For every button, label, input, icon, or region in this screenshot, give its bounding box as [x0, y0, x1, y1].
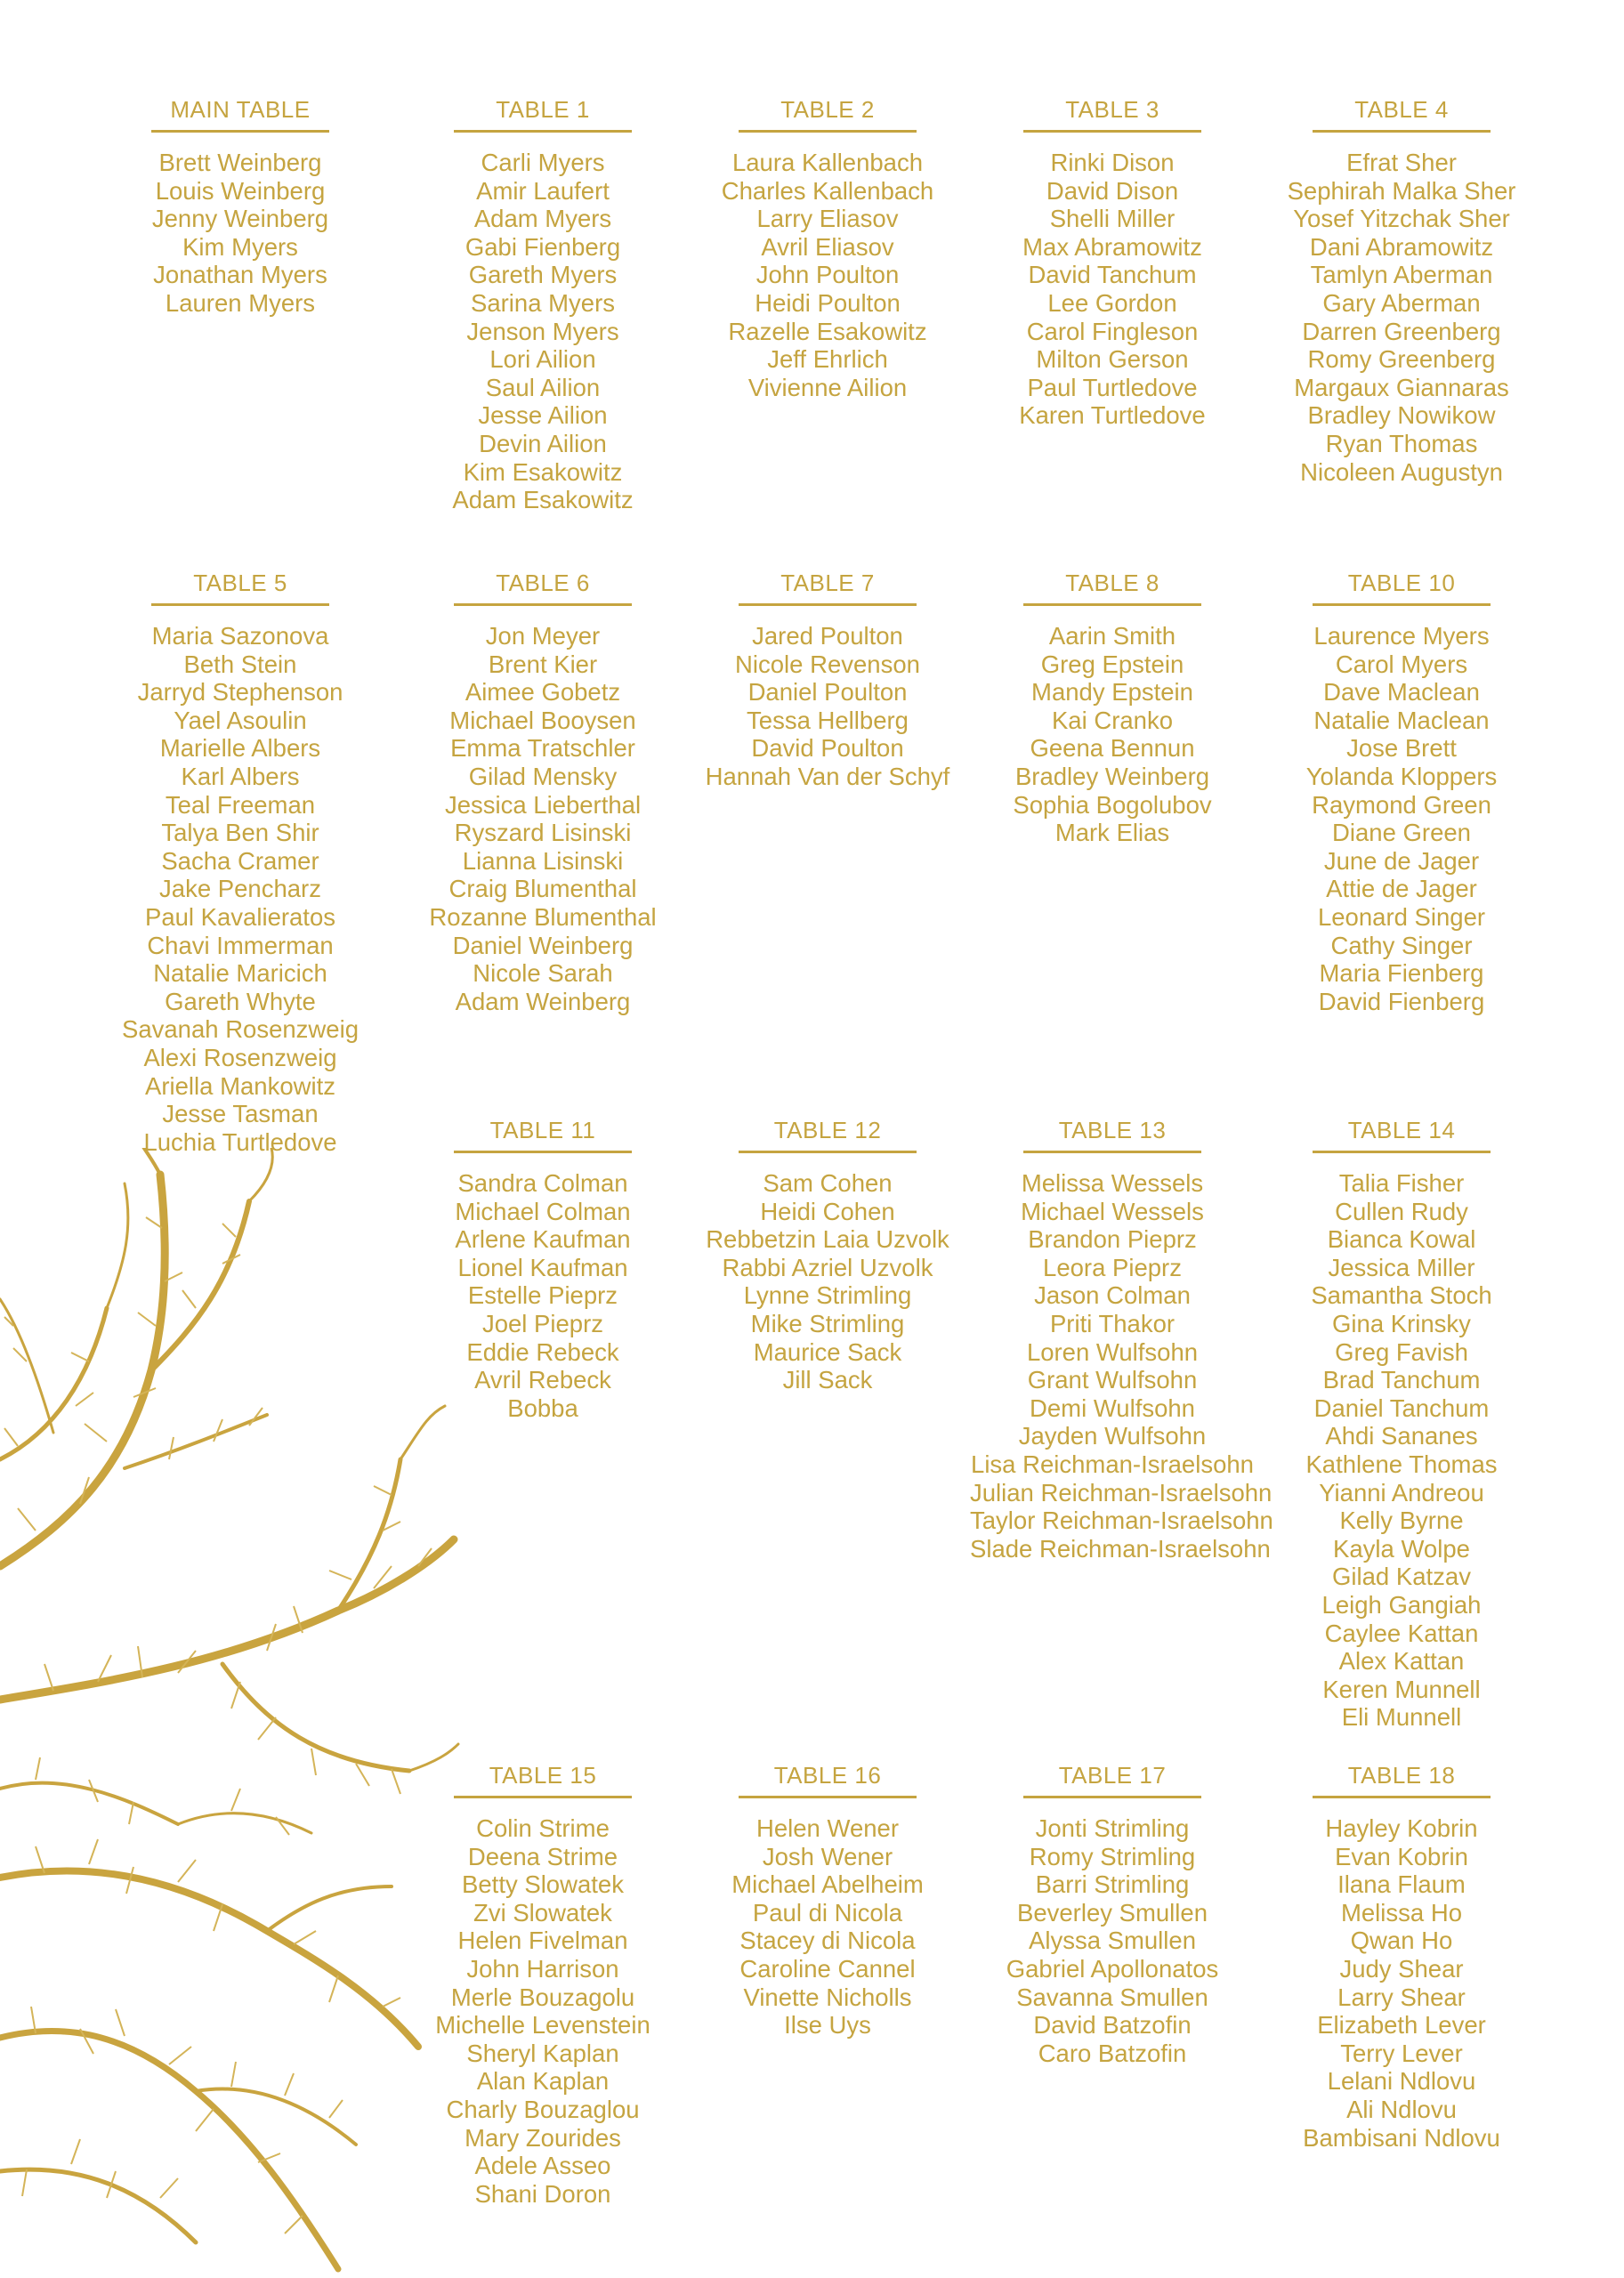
guest-name: Ryan Thomas — [1325, 429, 1478, 457]
guest-name: Jarryd Stephenson — [137, 678, 343, 707]
table-heading: TABLE 11 — [454, 1117, 632, 1153]
guest-name: Maria Fienberg — [1319, 959, 1484, 988]
guest-name: Merle Bouzagolu — [450, 1983, 635, 2011]
guest-name: Shani Doron — [474, 2179, 611, 2208]
guest-name: Gina Krinsky — [1332, 1309, 1471, 1337]
guest-name: Daniel Tanchum — [1313, 1393, 1490, 1422]
guest-name: Lauren Myers — [165, 288, 316, 317]
table-18-section — [1259, 1762, 1544, 2152]
table-heading: TABLE 7 — [739, 570, 917, 606]
guest-name: Alexi Rosenzweig — [143, 1043, 337, 1071]
table-heading: TABLE 13 — [1023, 1117, 1201, 1153]
guest-name: Brent Kier — [488, 650, 598, 678]
guest-name: Jon Meyer — [485, 622, 601, 650]
guest-name: Craig Blumenthal — [448, 875, 637, 903]
guest-name: Adam Myers — [473, 205, 612, 233]
guest-list — [970, 149, 1255, 430]
table-1-section — [400, 96, 685, 514]
guest-name: John Poulton — [755, 261, 900, 289]
guest-list — [970, 1169, 1273, 1563]
guest-name: Eddie Rebeck — [466, 1337, 619, 1366]
guest-name: Michelle Levenstein — [435, 2011, 650, 2040]
guest-name: Sacha Cramer — [161, 846, 319, 875]
guest-name: Marielle Albers — [159, 734, 321, 763]
guest-name: Adele Asseo — [474, 2152, 611, 2180]
guest-name: Beth Stein — [183, 650, 297, 678]
guest-name: Karen Turtledove — [1019, 401, 1206, 430]
guest-name: Romy Strimling — [1029, 1842, 1196, 1870]
guest-name: Brad Tanchum — [1322, 1366, 1481, 1394]
guest-name: Cathy Singer — [1330, 931, 1473, 959]
guest-name: Teal Freeman — [165, 790, 316, 819]
guest-name: Alex Kattan — [1338, 1647, 1465, 1676]
guest-name: Helen Fivelman — [457, 1927, 628, 1955]
guest-name: Michael Abelheim — [731, 1870, 924, 1899]
guest-name: Brett Weinberg — [158, 149, 322, 176]
guest-name: Loren Wulfsohn — [1026, 1337, 1199, 1366]
guest-name: Lynne Strimling — [743, 1281, 912, 1310]
guest-name: Josh Wener — [762, 1842, 893, 1870]
guest-name: Yosef Yitzchak Sher — [1293, 205, 1510, 233]
guest-name: Jeff Ehrlich — [767, 345, 888, 374]
table-heading: TABLE 16 — [739, 1762, 917, 1798]
guest-list — [1259, 1814, 1544, 2152]
guest-list — [1259, 149, 1544, 486]
guest-name: Gilad Katzav — [1332, 1563, 1471, 1591]
guest-name: Kim Myers — [182, 232, 298, 261]
guest-name: Avril Eliasov — [761, 232, 894, 261]
guest-name: Natalie Maricich — [153, 959, 327, 988]
guest-name: Yael Asoulin — [174, 706, 307, 734]
guest-name: Yolanda Kloppers — [1305, 762, 1498, 790]
table-17-section — [970, 1762, 1255, 2067]
table-3-section — [970, 96, 1255, 430]
guest-name: Jenny Weinberg — [151, 205, 329, 233]
guest-name: Nicoleen Augustyn — [1300, 457, 1503, 486]
guest-name: Jessica Miller — [1328, 1253, 1475, 1281]
guest-name: Karl Albers — [181, 762, 300, 790]
guest-name: Nicole Revenson — [735, 650, 920, 678]
guest-name: Sheryl Kaplan — [466, 2039, 619, 2067]
guest-list — [1259, 1169, 1544, 1732]
guest-list — [400, 622, 685, 1015]
guest-name: Larry Shear — [1337, 1983, 1466, 2011]
gold-branch-illustration — [0, 1148, 463, 2278]
guest-name: Greg Epstein — [1040, 650, 1184, 678]
guest-name: Dani Abramowitz — [1309, 232, 1494, 261]
guest-name: Brandon Pieprz — [1028, 1225, 1197, 1254]
guest-name: Helen Wener — [756, 1814, 899, 1842]
guest-name: David Fienberg — [1318, 987, 1485, 1015]
guest-name: Kayla Wolpe — [1333, 1534, 1470, 1563]
guest-name: Paul Kavalieratos — [144, 902, 335, 931]
guest-name: Sephirah Malka Sher — [1287, 176, 1516, 205]
guest-name: Jayden Wulfsohn — [1018, 1422, 1207, 1450]
guest-name: Gabi Fienberg — [465, 232, 621, 261]
guest-name: Milton Gerson — [1036, 345, 1189, 374]
guest-name: Cullen Rudy — [1335, 1197, 1468, 1225]
guest-list — [685, 1814, 970, 2040]
guest-name: Shelli Miller — [1049, 205, 1176, 233]
guest-name: Judy Shear — [1339, 1954, 1464, 1983]
guest-name: Lisa Reichman-Israelsohn — [971, 1450, 1254, 1478]
guest-name: Jenson Myers — [466, 317, 619, 345]
table-12-section — [685, 1117, 970, 1394]
guest-name: Larry Eliasov — [756, 205, 899, 233]
guest-list — [1259, 622, 1544, 1015]
guest-name: Grant Wulfsohn — [1027, 1366, 1198, 1394]
table-heading: MAIN TABLE — [151, 96, 329, 133]
guest-name: Bradley Weinberg — [1014, 762, 1210, 790]
guest-name: Savanna Smullen — [1016, 1983, 1208, 2011]
table-8-section — [970, 570, 1255, 847]
guest-name: Kim Esakowitz — [463, 457, 623, 486]
guest-name: Betty Slowatek — [462, 1870, 624, 1899]
table-11-section — [400, 1117, 685, 1422]
guest-name: Paul di Nicola — [752, 1898, 903, 1927]
guest-name: Ali Ndlovu — [1346, 2095, 1457, 2123]
guest-name: David Dison — [1046, 176, 1179, 205]
guest-list — [970, 1814, 1255, 2067]
guest-name: Hannah Van der Schyf — [705, 762, 950, 790]
table-6-section — [400, 570, 685, 1015]
guest-name: Estelle Pieprz — [467, 1281, 618, 1310]
guest-name: Laura Kallenbach — [731, 149, 924, 176]
table-heading: TABLE 5 — [151, 570, 329, 606]
guest-name: Hayley Kobrin — [1325, 1814, 1478, 1842]
guest-name: Efrat Sher — [1346, 149, 1457, 176]
table-heading: TABLE 12 — [739, 1117, 917, 1153]
guest-name: Leora Pieprz — [1043, 1253, 1182, 1281]
guest-name: Lionel Kaufman — [457, 1253, 628, 1281]
guest-name: Michael Wessels — [1021, 1197, 1204, 1225]
guest-name: Jesse Ailion — [478, 401, 608, 430]
guest-name: Bradley Nowikow — [1307, 401, 1496, 430]
guest-name: Jonti Strimling — [1035, 1814, 1190, 1842]
main-table-section — [98, 96, 383, 318]
table-4-section — [1259, 96, 1544, 486]
guest-name: Eli Munnell — [1341, 1703, 1462, 1732]
guest-list — [400, 149, 685, 514]
guest-list — [970, 622, 1255, 847]
guest-name: Daniel Weinberg — [452, 931, 634, 959]
guest-name: Yianni Andreou — [1319, 1478, 1484, 1507]
guest-name: Mandy Epstein — [1031, 678, 1193, 707]
guest-list — [685, 1169, 970, 1394]
guest-name: Bobba — [507, 1393, 578, 1422]
guest-name: Maria Sazonova — [151, 622, 329, 650]
guest-name: Charly Bouzaglou — [446, 2095, 640, 2123]
guest-name: Charles Kallenbach — [721, 176, 934, 205]
guest-name: Julian Reichman-Israelsohn — [970, 1478, 1273, 1507]
table-2-section — [685, 96, 970, 401]
guest-name: Ilana Flaum — [1337, 1870, 1466, 1899]
table-13-section — [970, 1117, 1273, 1563]
guest-name: Mark Elias — [1054, 819, 1170, 847]
guest-name: Jonathan Myers — [153, 261, 327, 289]
guest-name: Melissa Ho — [1340, 1898, 1462, 1927]
guest-name: Gary Aberman — [1322, 288, 1481, 317]
guest-name: Leigh Gangiah — [1321, 1590, 1482, 1619]
guest-name: Jose Brett — [1346, 734, 1457, 763]
guest-name: Adam Esakowitz — [452, 486, 634, 514]
table-heading: TABLE 4 — [1313, 96, 1491, 133]
guest-name: Emma Tratschler — [450, 734, 635, 763]
guest-name: David Poulton — [751, 734, 904, 763]
guest-name: John Harrison — [466, 1954, 619, 1983]
guest-name: Jessica Lieberthal — [444, 790, 642, 819]
guest-name: Jared Poulton — [752, 622, 903, 650]
guest-name: Taylor Reichman-Israelsohn — [970, 1507, 1273, 1535]
guest-name: Darren Greenberg — [1302, 317, 1501, 345]
guest-name: Terry Lever — [1340, 2039, 1463, 2067]
table-7-section — [685, 570, 970, 791]
table-5-section — [98, 570, 383, 1156]
guest-name: Carol Fingleson — [1026, 317, 1199, 345]
table-14-section — [1259, 1117, 1544, 1732]
guest-name: Rinki Dison — [1050, 149, 1175, 176]
guest-name: Stacey di Nicola — [739, 1927, 916, 1955]
table-10-section — [1259, 570, 1544, 1015]
guest-name: Razelle Esakowitz — [728, 317, 927, 345]
guest-name: Kai Cranko — [1051, 706, 1174, 734]
guest-name: Heidi Poulton — [755, 288, 901, 317]
guest-list — [400, 1814, 685, 2208]
guest-name: Dave Maclean — [1323, 678, 1480, 707]
guest-name: Kathlene Thomas — [1305, 1450, 1498, 1478]
guest-name: Kelly Byrne — [1339, 1507, 1464, 1535]
guest-name: Gabriel Apollonatos — [1006, 1954, 1219, 1983]
guest-name: Jake Pencharz — [159, 875, 321, 903]
guest-name: Gareth Myers — [468, 261, 618, 289]
guest-list — [400, 1169, 685, 1422]
table-15-section — [400, 1762, 685, 2208]
guest-name: Carli Myers — [481, 149, 605, 176]
table-heading: TABLE 18 — [1313, 1762, 1491, 1798]
guest-name: Michael Colman — [455, 1197, 631, 1225]
guest-name: Lee Gordon — [1047, 288, 1177, 317]
guest-name: Saul Ailion — [485, 373, 601, 401]
guest-name: Daniel Poulton — [747, 678, 908, 707]
guest-name: Jill Sack — [782, 1366, 873, 1394]
guest-name: Mary Zourides — [465, 2123, 621, 2152]
table-heading: TABLE 6 — [454, 570, 632, 606]
guest-name: Natalie Maclean — [1313, 706, 1490, 734]
guest-name: Laurence Myers — [1313, 622, 1490, 650]
guest-name: Colin Strime — [476, 1814, 610, 1842]
guest-name: June de Jager — [1323, 846, 1480, 875]
guest-name: Carol Myers — [1335, 650, 1468, 678]
guest-name: Max Abramowitz — [1022, 232, 1202, 261]
guest-name: Ryszard Lisinski — [454, 819, 632, 847]
guest-name: Keren Munnell — [1322, 1675, 1481, 1703]
guest-name: Chavi Immerman — [147, 931, 334, 959]
guest-name: Ariella Mankowitz — [145, 1071, 335, 1100]
guest-name: Talya Ben Shir — [161, 819, 319, 847]
guest-name: Beverley Smullen — [1017, 1898, 1208, 1927]
guest-name: Arlene Kaufman — [455, 1225, 631, 1254]
guest-name: Sandra Colman — [457, 1169, 628, 1197]
guest-name: Caro Batzofin — [1038, 2039, 1187, 2067]
table-heading: TABLE 2 — [739, 96, 917, 133]
guest-name: Michael Booysen — [449, 706, 636, 734]
guest-name: Caroline Cannel — [739, 1954, 916, 1983]
table-16-section — [685, 1762, 970, 2040]
guest-name: Aarin Smith — [1048, 622, 1176, 650]
guest-name: Leonard Singer — [1317, 902, 1486, 931]
guest-name: Talia Fisher — [1338, 1169, 1465, 1197]
guest-name: Romy Greenberg — [1307, 345, 1496, 374]
guest-name: Avril Rebeck — [474, 1366, 611, 1394]
table-heading: TABLE 15 — [454, 1762, 632, 1798]
guest-name: Rebbetzin Laia Uzvolk — [706, 1225, 949, 1254]
guest-list — [98, 622, 383, 1156]
guest-name: Lori Ailion — [489, 345, 596, 374]
guest-name: Adam Weinberg — [455, 987, 631, 1015]
guest-name: Jason Colman — [1034, 1281, 1191, 1310]
table-heading: TABLE 1 — [454, 96, 632, 133]
guest-name: Tessa Hellberg — [747, 706, 909, 734]
guest-name: Qwan Ho — [1350, 1927, 1453, 1955]
guest-name: Sam Cohen — [763, 1169, 893, 1197]
guest-list — [685, 149, 970, 401]
guest-name: Vivienne Ailion — [747, 373, 908, 401]
guest-name: Zvi Slowatek — [473, 1898, 612, 1927]
guest-name: Gareth Whyte — [165, 987, 316, 1015]
guest-name: Tamlyn Aberman — [1310, 261, 1493, 289]
table-heading: TABLE 3 — [1023, 96, 1201, 133]
table-heading: TABLE 10 — [1313, 570, 1491, 606]
guest-name: Vinette Nicholls — [743, 1983, 912, 2011]
guest-name: Louis Weinberg — [155, 176, 326, 205]
guest-name: Heidi Cohen — [760, 1197, 895, 1225]
guest-name: Diane Green — [1332, 819, 1471, 847]
table-heading: TABLE 17 — [1023, 1762, 1201, 1798]
guest-name: Caylee Kattan — [1324, 1619, 1479, 1647]
guest-name: Devin Ailion — [479, 429, 607, 457]
guest-name: Bambisani Ndlovu — [1303, 2123, 1500, 2152]
guest-name: Barri Strimling — [1035, 1870, 1190, 1899]
guest-name: Elizabeth Lever — [1317, 2011, 1486, 2040]
guest-name: Margaux Giannaras — [1294, 373, 1509, 401]
guest-name: Amir Laufert — [476, 176, 610, 205]
guest-name: Priti Thakor — [1049, 1309, 1176, 1337]
guest-name: Paul Turtledove — [1027, 373, 1198, 401]
guest-name: Ilse Uys — [784, 2011, 871, 2040]
guest-name: Maurice Sack — [753, 1337, 902, 1366]
guest-name: Joel Pieprz — [481, 1309, 604, 1337]
guest-name: Evan Kobrin — [1335, 1842, 1468, 1870]
guest-name: Aimee Gobetz — [465, 678, 621, 707]
table-heading: TABLE 14 — [1313, 1117, 1491, 1153]
guest-name: Rabbi Azriel Uzvolk — [722, 1253, 933, 1281]
guest-list — [98, 149, 383, 318]
guest-list — [685, 622, 970, 791]
guest-name: Demi Wulfsohn — [1030, 1393, 1195, 1422]
guest-name: Geena Bennun — [1030, 734, 1195, 763]
guest-name: Greg Favish — [1335, 1337, 1468, 1366]
guest-name: Attie de Jager — [1326, 875, 1477, 903]
guest-name: Nicole Sarah — [473, 959, 613, 988]
guest-name: David Batzofin — [1033, 2011, 1192, 2040]
guest-name: Sarina Myers — [471, 288, 615, 317]
guest-name: Alyssa Smullen — [1029, 1927, 1196, 1955]
guest-name: Raymond Green — [1312, 790, 1491, 819]
guest-name: Samantha Stoch — [1311, 1281, 1492, 1310]
guest-name: Sophia Bogolubov — [1013, 790, 1212, 819]
guest-name: Lianna Lisinski — [462, 846, 624, 875]
guest-name: Alan Kaplan — [476, 2067, 610, 2096]
guest-name: Jesse Tasman — [162, 1100, 319, 1128]
guest-name: Gilad Mensky — [468, 762, 618, 790]
guest-name: Savanah Rosenzweig — [121, 1015, 359, 1044]
guest-name: Luchia Turtledove — [143, 1127, 337, 1156]
guest-name: David Tanchum — [1028, 261, 1197, 289]
guest-name: Deena Strime — [467, 1842, 618, 1870]
guest-name: Bianca Kowal — [1327, 1225, 1476, 1254]
guest-name: Rozanne Blumenthal — [429, 902, 657, 931]
guest-name: Ahdi Sananes — [1325, 1422, 1478, 1450]
guest-name: Mike Strimling — [750, 1309, 905, 1337]
guest-name: Slade Reichman-Israelsohn — [970, 1534, 1271, 1563]
guest-name: Lelani Ndlovu — [1327, 2067, 1476, 2096]
guest-name: Melissa Wessels — [1021, 1169, 1204, 1197]
table-heading: TABLE 8 — [1023, 570, 1201, 606]
